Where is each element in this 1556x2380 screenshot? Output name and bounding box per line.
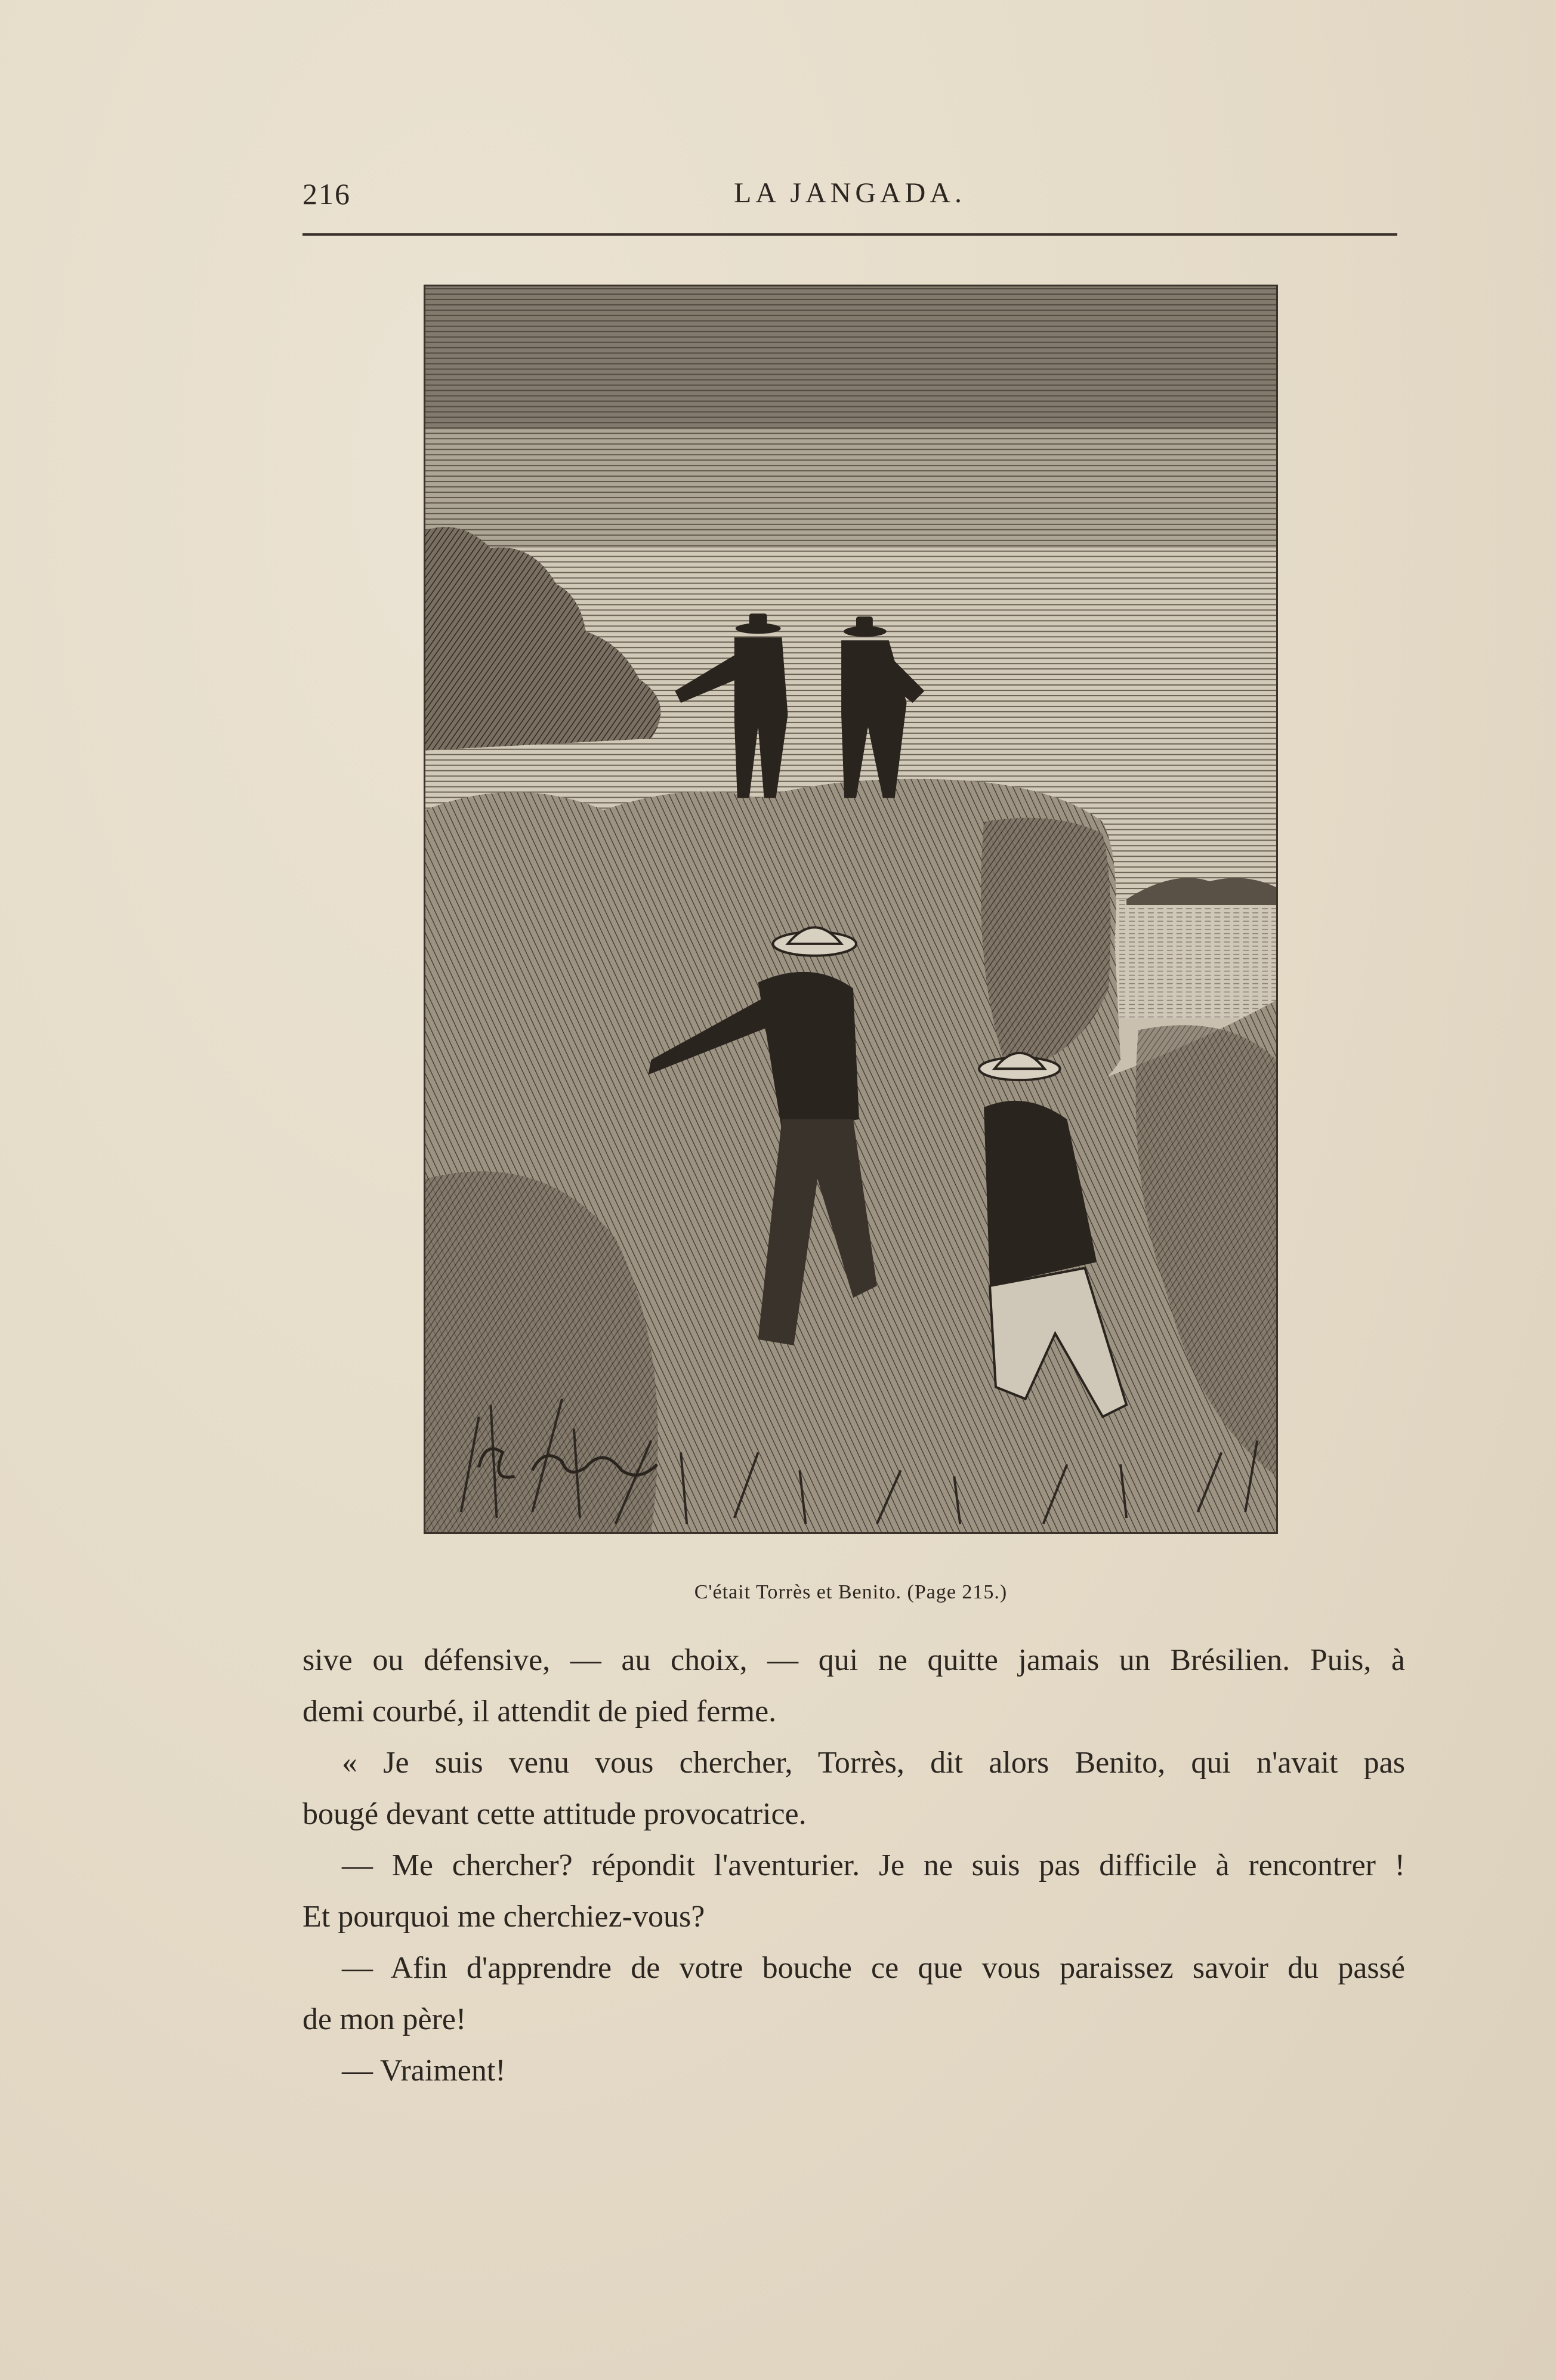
text-line: sive ou défensive, — au choix, — qui ne quitte jamais un Brésilien. Puis, à bbox=[302, 1643, 1405, 1677]
header-rule bbox=[302, 233, 1397, 236]
running-title: LA JANGADA. bbox=[734, 177, 966, 209]
page-header bbox=[302, 173, 1397, 221]
text-line: Et pourquoi me cherchiez-vous? bbox=[302, 1900, 705, 1934]
text-line: — Afin d'apprendre de votre bouche ce que vous paraissez savoir du passé bbox=[342, 1951, 1405, 1985]
engraving-svg bbox=[425, 286, 1276, 1532]
illustration-caption: C'était Torrès et Benito. (Page 215.) bbox=[694, 1581, 1008, 1603]
text-line: — Vraiment! bbox=[342, 2054, 506, 2088]
river bbox=[1114, 899, 1276, 1018]
engraving-illustration bbox=[424, 285, 1278, 1534]
text-line: — Me chercher? répondit l'aventurier. Je ne suis pas difficile à rencontrer ! bbox=[342, 1848, 1405, 1882]
body-text bbox=[302, 1635, 1405, 2097]
text-line: demi courbé, il attendit de pied ferme. bbox=[302, 1694, 777, 1728]
text-line: « Je suis venu vous chercher, Torrès, dit alors Benito, qui n'avait pas bbox=[342, 1746, 1405, 1780]
text-line: de mon père! bbox=[302, 2002, 467, 2036]
page-number: 216 bbox=[302, 177, 351, 211]
text-line: bougé devant cette attitude provocatrice. bbox=[302, 1797, 807, 1831]
